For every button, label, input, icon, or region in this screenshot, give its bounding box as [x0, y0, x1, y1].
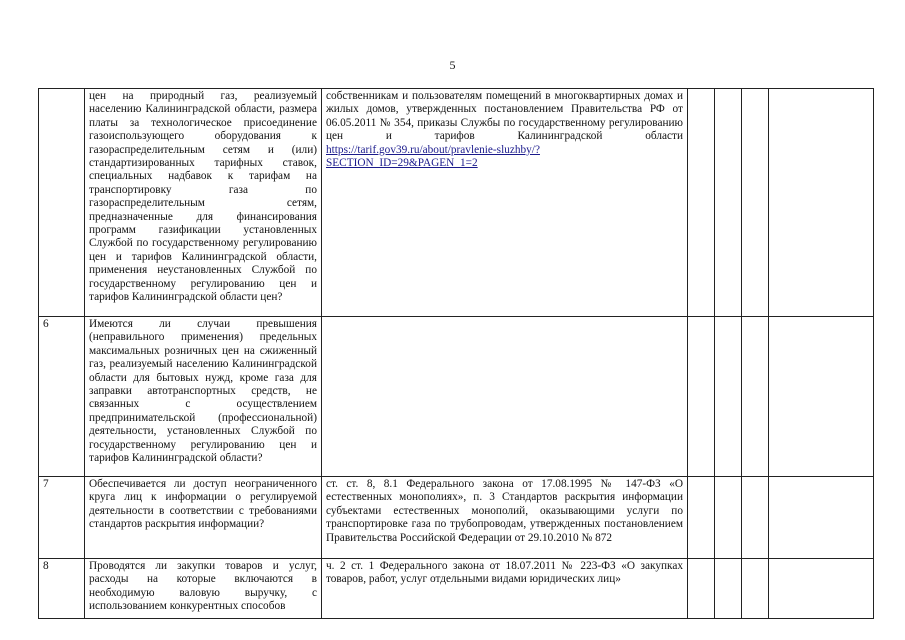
answer-no-cell[interactable]	[715, 559, 742, 619]
answer-na-cell[interactable]	[742, 89, 769, 317]
table-row	[39, 477, 874, 559]
answer-no-cell[interactable]	[715, 89, 742, 317]
answer-yes-cell[interactable]	[688, 89, 715, 317]
row-number: 7	[39, 477, 85, 559]
legal-basis-cell	[322, 317, 688, 477]
answer-na-cell[interactable]	[742, 477, 769, 559]
comment-cell[interactable]	[769, 559, 874, 619]
page-number: 5	[449, 58, 456, 72]
row-number: 8	[39, 559, 85, 619]
comment-cell[interactable]	[769, 89, 874, 317]
legal-basis-cell	[322, 89, 688, 317]
checklist-table	[38, 88, 874, 619]
question-cell: Имеются ли случаи превышения (неправильного применения) предельных максимальных розничных цен на сжиженный газ, реализуемый населению Калининградской области для бытовых нужд, кроме газа для заправки автотранспортных средств, не связанных с осуществлением предпринимательской (профессиональной) деятельности, установленных Службой по государственному регулированию цен и тарифов Калининградской области?	[85, 317, 322, 477]
row-number: 6	[39, 317, 85, 477]
table-row	[39, 317, 874, 477]
answer-no-cell[interactable]	[715, 477, 742, 559]
table-row	[39, 89, 874, 317]
legal-basis-cell: ч. 2 ст. 1 Федерального закона от 18.07.2011 № 223-ФЗ «О закупках товаров, работ, услуг отдельными видами юридических лиц»	[322, 559, 688, 619]
answer-no-cell[interactable]	[715, 317, 742, 477]
comment-cell[interactable]	[769, 317, 874, 477]
comment-cell[interactable]	[769, 477, 874, 559]
legal-basis-link[interactable]: https://tarif.gov39.ru/about/pravlenie-sluzhby/?SECTION_ID=29&PAGEN_1=2	[326, 143, 540, 170]
question-cell: цен на природный газ, реализуемый населению Калининградской области, размера платы за технологическое присоединение газоиспользующего оборудования к газораспределительным сетям и (или) стандартизированных тарифных ставок, специальных надбавок к тарифам на транспортировку газа по газораспределительным сетям, предназначенные для финансирования программ газификации установленных Службой по государственному регулированию цен и тарифов Калининградской области, применения неустановленных Службой по государственному регулированию цен и тарифов Калининградской области цен?	[85, 89, 322, 317]
answer-yes-cell[interactable]	[688, 317, 715, 477]
question-cell: Проводятся ли закупки товаров и услуг, расходы на которые включаются в необходимую валовую выручку, с использованием конкурентных способов	[85, 559, 322, 619]
answer-yes-cell[interactable]	[688, 559, 715, 619]
legal-basis-text: собственникам и пользователям помещений в многоквартирных домах и жилых домов, утвержденных постановлением Правительства РФ от 06.05.2011 № 354, приказы Службы по государственному регулированию цен и тарифов Калининградской области	[326, 90, 683, 143]
answer-na-cell[interactable]	[742, 317, 769, 477]
answer-na-cell[interactable]	[742, 559, 769, 619]
table-row	[39, 559, 874, 619]
row-number	[39, 89, 85, 317]
question-cell: Обеспечивается ли доступ неограниченного круга лиц к информации о регулируемой деятельности в соответствии с требованиями стандартов раскрытия информации?	[85, 477, 322, 559]
answer-yes-cell[interactable]	[688, 477, 715, 559]
legal-basis-cell: ст. ст. 8, 8.1 Федерального закона от 17.08.1995 № 147-ФЗ «О естественных монополиях», п. 3 Стандартов раскрытия информации субъектами естественных монополий, оказывающими услуги по транспортировке газа по трубопроводам, утвержденных постановлением Правительства Российской Федерации от 29.10.2010 № 872	[322, 477, 688, 559]
